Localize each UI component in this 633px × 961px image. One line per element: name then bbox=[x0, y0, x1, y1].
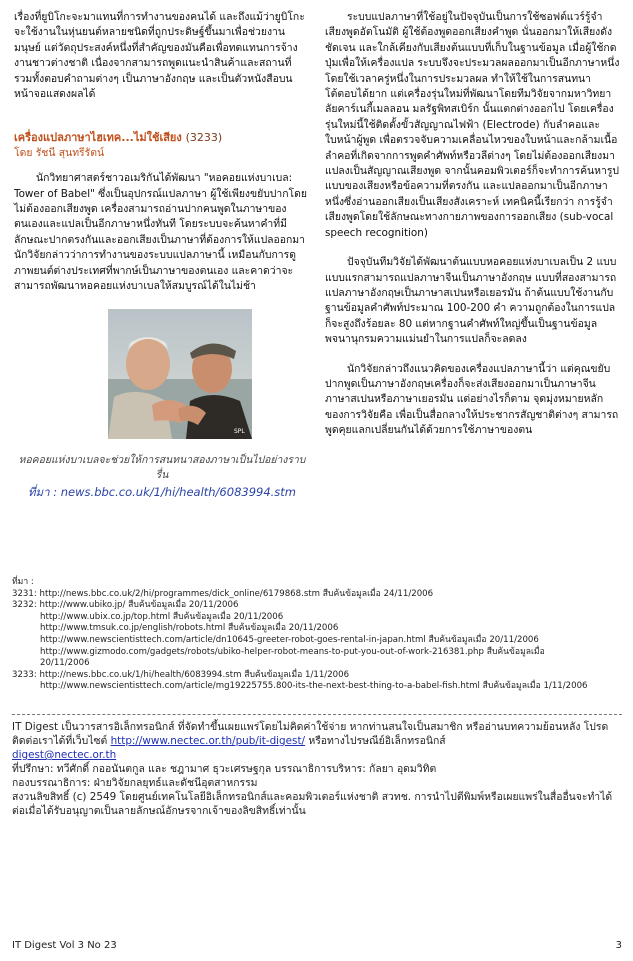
reference-date: สืบค้นข้อมูลเมื่อ 20/11/2006 bbox=[228, 623, 339, 634]
reference-entry bbox=[12, 635, 624, 647]
right-paragraph-3: นักวิจัยกล่าวถึงแนวคิดของเครื่องแปลภาษานี้ว่า แต่คุณขยับปากพูดเป็นภาษาอังกฤษเครื่องก็จะส่งเสียงออกมาเป็นภาษาจีน ภาษาสเปนหรือภาษาเยอรมัน แต่อย่างไรก็ตาม จุดมุ่งหมายหลักของการวิจัยคือ เพื่อเป็นสื่อกลางให้ประชากรสัญชาติต่างๆ สามารถพูดคุยแลกเปลี่ยนกันได้ด้วยการใช้ภาษาของตน bbox=[325, 362, 619, 437]
reference-url[interactable]: http://www.newscientisttech.com/article/mg19225755.800-its-the-next-best-thing-to-a-babel-fish.html bbox=[40, 681, 480, 692]
page-number: 3 bbox=[615, 940, 622, 951]
intro-paragraph: เรื่องที่ยูบิโกะจะมาแทนที่การทำงานของคนได้ และถึงแม้ว่ายูบิโกะจะใช้งานในหุ่นยนต์หลายชนิดที่ถูกประดิษฐ์ขึ้นมาเพื่อช่วยงานมนุษย์ แต่วัตถุประสงค์หนึ่งที่สำคัญของมันคือเพื่อทดแทนการจ้างงานชาวต่างชาติ เนื่องจากสามารถพูดแนะนำสินค้าและสถานที่ รวมทั้งตอบคำถามต่างๆ เป็นภาษาอังกฤษ และเป็นตัวหนังสือบนหน้าจอแสดงผลได้ bbox=[14, 11, 305, 101]
issue-label: IT Digest Vol 3 No 23 bbox=[12, 940, 117, 951]
photo-caption-source: ที่มา : news.bbc.co.uk/1/hi/health/6083994.stm bbox=[27, 484, 297, 499]
left-column bbox=[14, 10, 310, 500]
advisors-line: ที่ปรึกษา: ทวีศักดิ์ กออนันตกูล และ ชฎามาศ ธุวะเศรษฐกุล บรรณาธิการบริหาร: กัลยา อุดมวิทิต bbox=[12, 763, 437, 775]
reference-date: สืบค้นข้อมูลเมื่อ 20/11/2006 bbox=[428, 634, 539, 645]
reference-url[interactable]: http://www.gizmodo.com/gadgets/robots/ubiko-helper-robot-means-to-put-you-out-of-work-216381.php bbox=[40, 646, 484, 657]
reference-date: สืบค้นข้อมูลเมื่อ 20/11/2006 bbox=[172, 611, 284, 622]
article-title-text: เครื่องแปลภาษาไฮเทค...ไม่ใช้เสียง bbox=[14, 131, 182, 145]
article-photo bbox=[108, 309, 252, 439]
reference-entry bbox=[12, 589, 624, 601]
right-paragraph-2: ปัจจุบันทีมวิจัยได้พัฒนาต้นแบบหอคอยแห่งบาเบลเป็น 2 แบบ แบบแรกสามารถแปลภาษาจีนเป็นภาษาอังกฤษ แบบที่สองสามารถแปลภาษาอังกฤษเป็นภาษาสเปนหรือเยอรมัน ถ้าต้นแบบใช้งานกับฐานข้อมูลคำศัพท์ประมาณ 100-200 คำ ความถูกต้องในการแปลก็จะสูงถึงร้อยละ 80 แต่หากฐานคำศัพท์ใหญ่ขึ้นเป็นฐานข้อมูลพจนานุกรมความแม่นยำในการแปลก็จะลดลง bbox=[325, 256, 617, 346]
reference-label: 3233: bbox=[12, 669, 37, 680]
copyright-line: สงวนลิขสิทธิ์ (c) 2549 โดยศูนย์เทคโนโลยีอิเล็กทรอนิกส์และคอมพิวเตอร์แห่งชาติ สวทช. การนำไปตีพิมพ์หรือเผยแพร่ในสื่ออื่นจะทำได้ต่อเมื่อได้รับอนุญาตเป็นลายลักษณ์อักษรจากเจ้าของลิขสิทธิ์เท่านั้น bbox=[12, 791, 613, 817]
publication-info bbox=[12, 720, 624, 818]
reference-date: สืบค้นข้อมูลเมื่อ bbox=[486, 646, 545, 657]
reference-url[interactable]: http://www.tmsuk.co.jp/english/robots.html bbox=[40, 623, 226, 634]
email-link[interactable]: digest@nectec.or.th bbox=[12, 749, 117, 761]
article-title bbox=[14, 130, 310, 145]
reference-entry bbox=[12, 658, 624, 670]
reference-url[interactable]: http://www.ubix.co.jp/top.html bbox=[40, 611, 171, 622]
references-list bbox=[12, 589, 624, 693]
references-section bbox=[12, 577, 624, 693]
reference-label: 3231: bbox=[12, 588, 37, 599]
reference-url[interactable]: http://news.bbc.co.uk/2/hi/programmes/dick_online/6179868.stm bbox=[39, 588, 321, 599]
references-heading: ที่มา : bbox=[12, 577, 34, 587]
photo-caption: หอคอยแห่งบาเบลจะช่วยให้การสนทนาสองภาษาเป็นไปอย่างราบรื่น bbox=[18, 453, 306, 481]
reference-label: 3232: bbox=[12, 600, 37, 611]
reference-entry bbox=[12, 647, 624, 659]
reference-url[interactable]: http://news.bbc.co.uk/1/hi/health/6083994.stm bbox=[39, 669, 242, 680]
page-footer bbox=[12, 940, 622, 951]
two-men-talking-photo bbox=[108, 309, 252, 439]
article-number: (3233) bbox=[185, 131, 223, 145]
reference-entry bbox=[12, 670, 624, 682]
photo-watermark: SPL bbox=[234, 427, 245, 435]
website-link[interactable]: http://www.nectec.or.th/pub/it-digest/ bbox=[110, 735, 306, 747]
right-paragraph-1: ระบบแปลภาษาที่ใช้อยู่ในปัจจุบันเป็นการใช้ซอฟต์แวร์รู้จำเสียงพูดอัตโนมัติ ผู้ใช้ต้องพูดออกเสียงคำพูด นั่นออกมาให้เสียงดัง ชัดเจน และใกล้เคียงกับเสียงต้นแบบที่เก็บในฐานข้อมูล เมื่อผู้ใช้กดปุ่มเพื่อให้เครื่องแปล ระบบจึงจะประมวลผลออกมาเป็นอีกภาษาหนึ่ง โดยใช้เวลาครู่หนึ่งในการประมวลผล ทำให้ใช้ในการสนทนาโต้ตอบได้ยาก แต่เครื่องรุ่นใหม่ที่พัฒนาโดยทีมวิจัยจากมหาวิทยาลัยคาร์เนกี้เมลลอน มลรัฐพิทสเบิร์ก นั้นแตกต่างออกไป โดยเครื่องรุ่นใหม่นี้ใช้ติดตั้งขั้วสัญญาณไฟฟ้า (Electrode) กับลำคอและใบหน้าผู้พูด เพื่อตรวจจับความเคลื่อนไหวของใบหน้าและกล้ามเนื้อลำคอที่เกิดจากการพูดคำศัพท์หรือวลีต่างๆ โดยไม่ต้องออกเสียงมาแปลงเป็นสัญญาณเสียงพูด จากนั้นคอมพิวเตอร์ก็จะทำการค้นหารูปแบบของเสียงหรือข้อความที่ตรงกัน และแปลออกมาเป็นอีกภาษาหนึ่งซึ่งอ่านออกเสียงเป็นเสียงสังเคราะห์ เทคนิคนี้เรียกว่า การรู้จำเสียงพูดโดยใช้ลักษณะทางกายภาพของการออกเสียง (sub-vocal speech recognition) bbox=[325, 11, 620, 239]
reference-date: สืบค้นข้อมูลเมื่อ 1/11/2006 bbox=[482, 681, 588, 692]
reference-date: สืบค้นข้อมูลเมื่อ 20/11/2006 bbox=[128, 600, 239, 611]
editorial-line: กองบรรณาธิการ: ฝ่ายวิจัยกลยุทธ์และดัชนีอุตสาหกรรม bbox=[12, 777, 258, 789]
reference-entry bbox=[12, 623, 624, 635]
subscribe-suffix: หรือทางไปรษณีย์อิเล็กทรอนิกส์ bbox=[308, 735, 446, 747]
right-column bbox=[325, 10, 621, 439]
article-body-paragraph: นักวิทยาศาสตร์ชาวอเมริกันได้พัฒนา "หอคอยแห่งบาเบล: Tower of Babel" ซึ่งเป็นอุปกรณ์แปลภาษา ผู้ใช้เพียงขยับปากโดยไม่ต้องออกเสียงพูด เครื่องสามารถอ่านปากคนพูดในภาษาของตนเองและแปลเป็นอีกภาษาหนึ่งทันที โดยระบบจะค้นหาคำที่มีลักษณะปากตรงกันและออกเสียงเป็นภาษาที่ต้องการให้แปลออกมา นักวิจัยกล่าวว่าการทำงานของระบบแปลภาษานี้ เหมือนกับการดูภาพยนต์ต่างประเทศที่พากษ์เป็นภาษาของตนเอง และคาดว่าจะสามารถพัฒนาหอคอยแห่งบาเบลให้สมบูรณ์ได้ในไม่ช้า bbox=[14, 172, 307, 293]
reference-entry bbox=[12, 612, 624, 624]
reference-entry bbox=[12, 681, 624, 693]
reference-date: สืบค้นข้อมูลเมื่อ 24/11/2006 bbox=[322, 588, 434, 599]
reference-url[interactable]: http://www.ubiko.jp/ bbox=[39, 600, 126, 611]
reference-date: สืบค้นข้อมูลเมื่อ 1/11/2006 bbox=[244, 669, 350, 680]
section-divider bbox=[12, 714, 622, 715]
reference-entry bbox=[12, 600, 624, 612]
reference-date: 20/11/2006 bbox=[40, 658, 90, 669]
subscribe-info bbox=[12, 720, 624, 762]
subscribe-text: IT Digest เป็นวารสารอิเล็กทรอนิกส์ ที่จัดทำขึ้นเผยแพร่โดยไม่คิดค่าใช้จ่าย หากท่านสนใจเป็นสมาชิก หรืออ่านบทความย้อนหลัง โปรดติดต่อเราได้ที่เว็บไซต์ bbox=[12, 721, 609, 747]
article-byline: โดย รัชนี สุนทรีรัตน์ bbox=[14, 146, 105, 159]
reference-url[interactable]: http://www.newscientisttech.com/article/dn10645-greeter-robot-goes-rental-in-japan.html bbox=[40, 634, 426, 645]
